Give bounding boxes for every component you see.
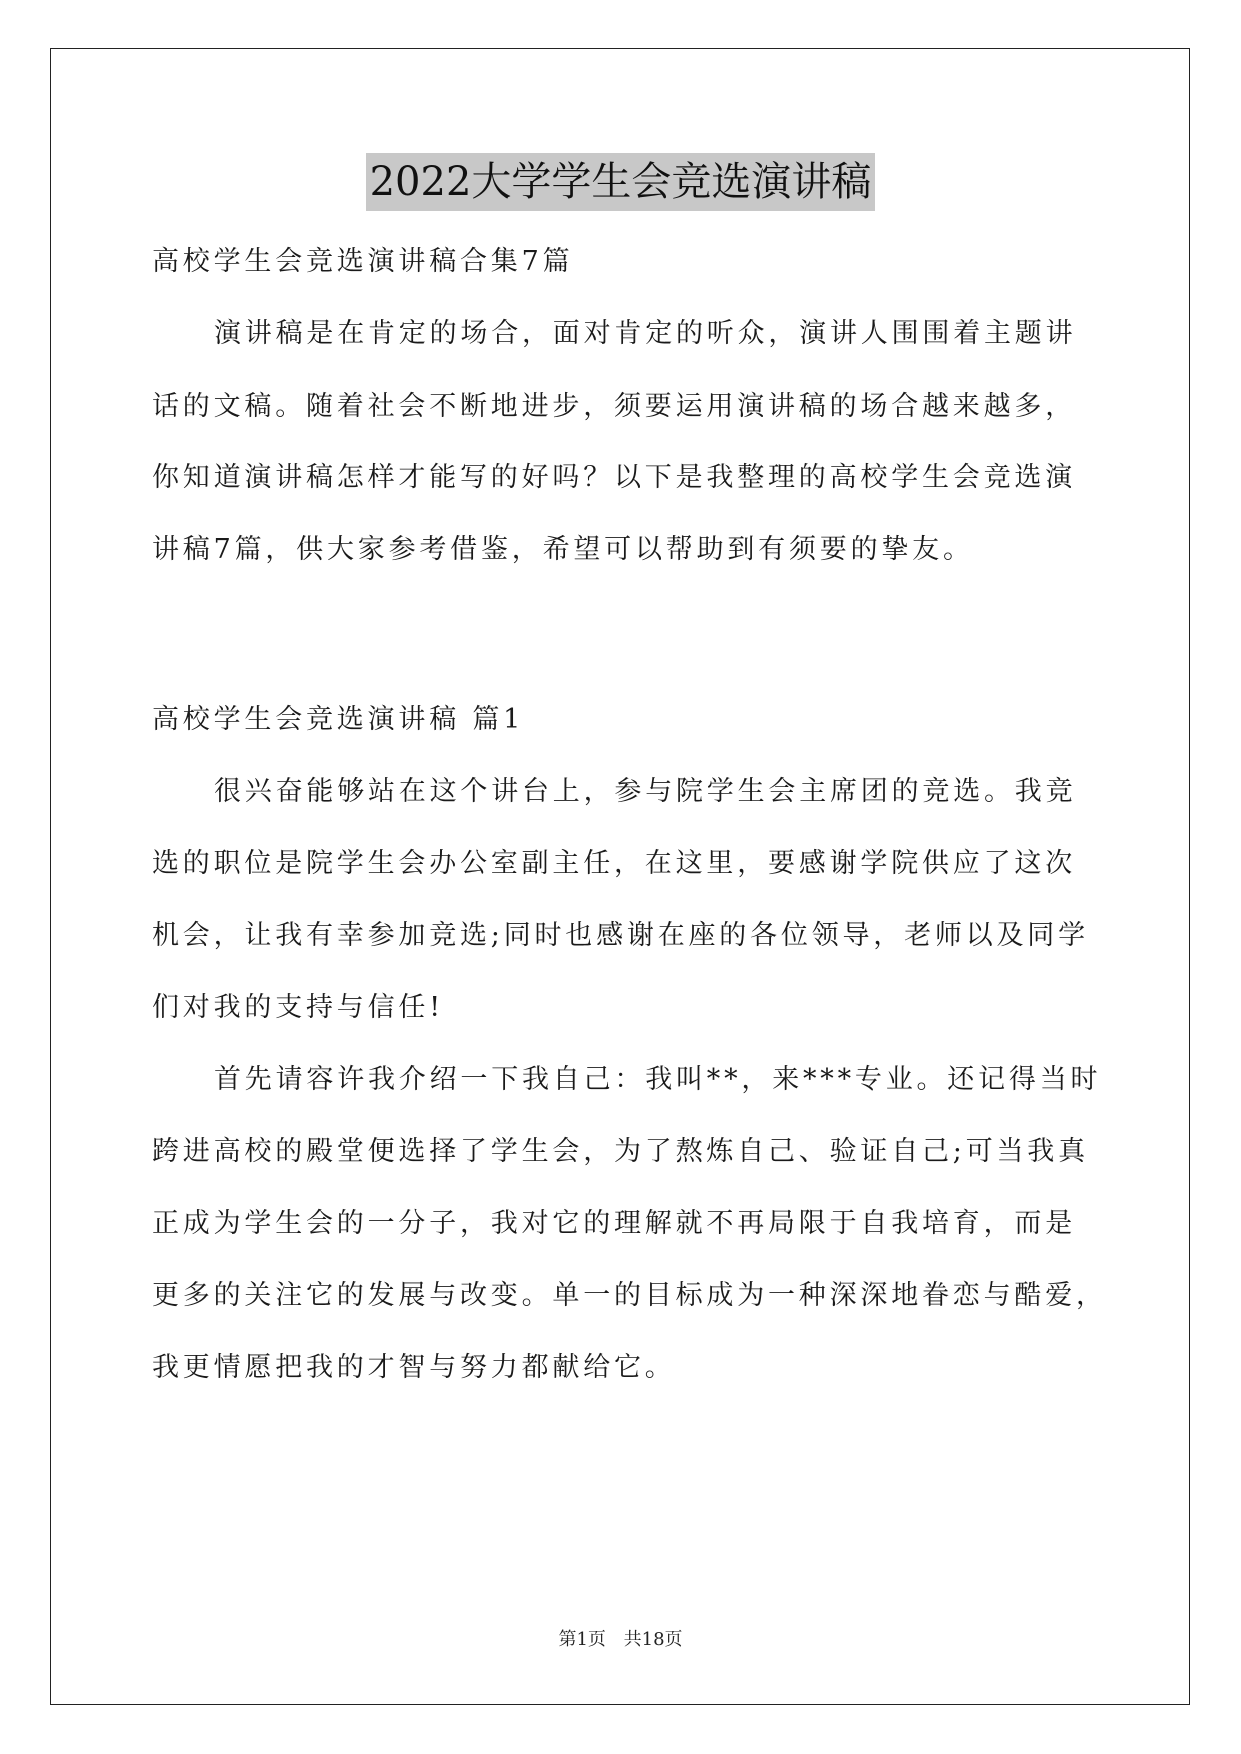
paragraph-line: 们对我的支持与信任! xyxy=(152,992,444,1023)
page-footer xyxy=(0,1628,1241,1652)
section-heading: 高校学生会竞选演讲稿 篇1 xyxy=(152,704,525,735)
intro-line: 讲稿7篇，供大家参考借鉴，希望可以帮助到有须要的挚友。 xyxy=(152,534,974,565)
paragraph-line: 选的职位是院学生会办公室副主任，在这里，要感谢学院供应了这次 xyxy=(152,848,1076,879)
paragraph-line: 正成为学生会的一分子，我对它的理解就不再局限于自我培育，而是 xyxy=(152,1208,1076,1239)
page-total: 共18页 xyxy=(623,1629,683,1650)
paragraph-line: 首先请容许我介绍一下我自己：我叫**，来***专业。还记得当时 xyxy=(214,1064,1102,1095)
intro-line: 话的文稿。随着社会不断地进步，须要运用演讲稿的场合越来越多， xyxy=(152,391,1076,422)
intro-line: 演讲稿是在肯定的场合，面对肯定的听众，演讲人围围着主题讲 xyxy=(214,318,1077,349)
paragraph-line: 机会，让我有幸参加竞选;同时也感谢在座的各位领导，老师以及同学 xyxy=(152,920,1089,951)
document-subtitle: 高校学生会竞选演讲稿合集7篇 xyxy=(152,246,574,277)
paragraph-line: 很兴奋能够站在这个讲台上，参与院学生会主席团的竞选。我竞 xyxy=(214,776,1077,807)
intro-line: 你知道演讲稿怎样才能写的好吗？以下是我整理的高校学生会竞选演 xyxy=(152,462,1076,493)
paragraph-line: 我更情愿把我的才智与努力都献给它。 xyxy=(152,1352,676,1383)
document-title: 2022大学学生会竞选演讲稿 xyxy=(366,153,876,211)
paragraph-line: 更多的关注它的发展与改变。单一的目标成为一种深深地眷恋与酷爱， xyxy=(152,1280,1107,1311)
title-container xyxy=(0,153,1241,211)
paragraph-line: 跨进高校的殿堂便选择了学生会，为了熬炼自己、验证自己;可当我真 xyxy=(152,1136,1089,1167)
page-number: 第1页 xyxy=(558,1629,606,1650)
